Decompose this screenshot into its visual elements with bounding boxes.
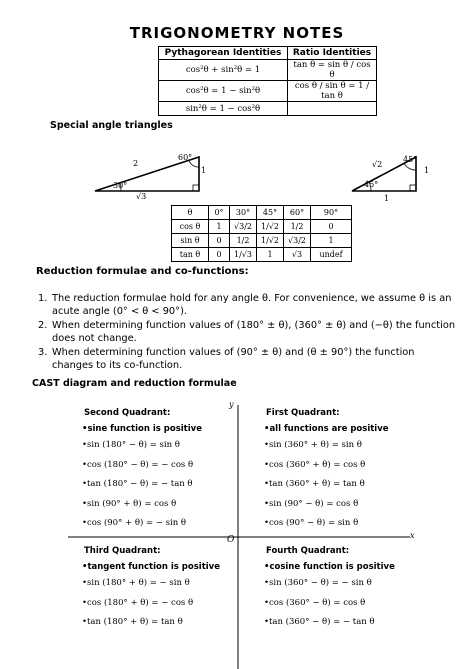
formula-row: •sin (180° − θ) = sin θ: [82, 440, 180, 450]
list-item-text: When determining function values of (90° ± θ) and (θ ± 90°) the function changes to its co-function.: [52, 346, 415, 372]
right-angle-marker: [193, 185, 199, 191]
list-item-number: 3.: [38, 346, 48, 358]
identity-cell: cos θ / sin θ = 1 / tan θ: [288, 81, 377, 102]
table-cell: √3/2: [284, 234, 311, 248]
formula-text: cos (360° − θ) = cos θ: [269, 597, 366, 608]
triangle2-base-label: 1: [384, 194, 390, 203]
table-cell: √3/2: [230, 220, 257, 234]
pythagorean-header: Pythagorean Identities: [159, 47, 288, 60]
ratio-header: Ratio Identities: [288, 47, 377, 60]
rule-text: sine function is positive: [87, 424, 202, 434]
table-header-cell: 45°: [257, 206, 284, 220]
triangle1-vert-label: 1: [201, 166, 207, 175]
fourth-quadrant-rule: •cosine function is positive: [264, 562, 395, 572]
formula-text: cos (90° − θ) = sin θ: [269, 518, 359, 528]
formula-row: •sin (360° + θ) = sin θ: [264, 440, 362, 450]
table-cell: cos θ: [172, 220, 209, 234]
formula-text: sin (180° + θ) = − sin θ: [87, 578, 190, 588]
formula-text: tan (180° + θ) = tan θ: [87, 617, 183, 627]
table-cell: 0: [209, 234, 230, 248]
second-quadrant-rule: •sine function is positive: [82, 424, 202, 434]
triangle1-bottom-angle: 30°: [113, 181, 128, 190]
table-cell: 0: [311, 220, 352, 234]
table-cell: √3: [284, 248, 311, 262]
triangle1-top-angle: 60°: [178, 153, 193, 162]
identity-cell: sin²θ = 1 − cos²θ: [159, 102, 288, 116]
table-header-cell: 0°: [209, 206, 230, 220]
formula-row: •cos (180° − θ) = − cos θ: [82, 459, 194, 470]
table-row: [172, 234, 352, 248]
second-quadrant: [84, 408, 234, 534]
table-cell: 1/2: [230, 234, 257, 248]
table-cell: sin θ: [172, 234, 209, 248]
formula-text: cos (90° + θ) = − sin θ: [87, 518, 187, 528]
table-cell: 0: [209, 248, 230, 262]
fourth-quadrant: [266, 546, 416, 633]
list-item-text: When determining function values of (180° ± θ), (360° ± θ) and (−θ) the function does not change.: [52, 319, 456, 345]
table-cell: 1/√3: [230, 248, 257, 262]
identity-cell: tan θ = sin θ / cos θ: [288, 60, 377, 81]
list-item-text: The reduction formulae hold for any angle θ. For convenience, we assume θ is an acute angle (0° < θ < 90°).: [52, 293, 452, 318]
list-item-number: 2.: [38, 319, 48, 331]
formula-row: •sin (360° − θ) = − sin θ: [264, 578, 372, 588]
formula-text: cos (360° + θ) = cos θ: [269, 459, 366, 470]
formula-row: •tan (360° − θ) = − tan θ: [264, 617, 375, 627]
reduction-heading: Reduction formulae and co-functions:: [36, 266, 249, 277]
first-quadrant-rule: •all functions are positive: [264, 424, 389, 434]
right-angle-marker: [410, 185, 416, 191]
list-item: [38, 292, 458, 319]
table-header-cell: 30°: [230, 206, 257, 220]
rule-text: cosine function is positive: [269, 562, 395, 572]
formula-text: sin (90° + θ) = cos θ: [87, 498, 177, 509]
origin-label: O: [227, 535, 235, 545]
table-cell: 1/2: [284, 220, 311, 234]
formula-row: •cos (90° + θ) = − sin θ: [82, 518, 187, 528]
fourth-quadrant-title: Fourth Quadrant:: [266, 546, 350, 556]
table-cell: 1: [209, 220, 230, 234]
third-quadrant: [84, 546, 234, 633]
list-item: [38, 319, 458, 346]
table-header-cell: θ: [172, 206, 209, 220]
table-row: [172, 248, 352, 262]
triangle2-vert-label: 1: [424, 166, 430, 175]
list-item-number: 1.: [38, 293, 48, 304]
formula-row: •tan (180° − θ) = − tan θ: [82, 479, 193, 489]
triangle2-top-angle: 45°: [403, 155, 418, 164]
identities-table: [158, 46, 377, 116]
first-quadrant-title: First Quadrant:: [266, 408, 340, 418]
formula-row: •cos (180° + θ) = − cos θ: [82, 597, 194, 608]
table-cell: 1/√2: [257, 234, 284, 248]
rule-text: tangent function is positive: [87, 562, 220, 572]
formula-row: •sin (90° − θ) = cos θ: [264, 498, 359, 509]
identity-cell: cos²θ = 1 − sin²θ: [159, 81, 288, 102]
y-axis-label: y: [229, 400, 234, 409]
formula-row: •cos (360° + θ) = cos θ: [264, 459, 366, 470]
list-item: [38, 346, 458, 373]
rule-text: all functions are positive: [269, 424, 389, 434]
formula-row: •sin (90° + θ) = cos θ: [82, 498, 177, 509]
table-header-cell: 60°: [284, 206, 311, 220]
formula-text: cos (180° − θ) = − cos θ: [87, 459, 194, 470]
first-quadrant: [266, 408, 416, 534]
page-title: TRIGONOMETRY NOTES: [129, 24, 345, 42]
formula-text: tan (360° + θ) = tan θ: [269, 479, 365, 489]
triangle2-bottom-angle: 45°: [364, 180, 379, 189]
formula-row: •cos (90° − θ) = sin θ: [264, 518, 359, 528]
triangle1-base-label: √3: [136, 192, 147, 201]
formula-row: •tan (360° + θ) = tan θ: [264, 479, 365, 489]
identity-cell: cos²θ + sin²θ = 1: [159, 60, 288, 81]
cast-heading: CAST diagram and reduction formulae: [32, 378, 237, 389]
table-cell: 1: [311, 234, 352, 248]
third-quadrant-rule: •tangent function is positive: [82, 562, 220, 572]
table-header-cell: 90°: [311, 206, 352, 220]
third-quadrant-title: Third Quadrant:: [84, 546, 161, 556]
formula-text: sin (360° + θ) = sin θ: [269, 440, 362, 450]
table-cell: 1: [257, 248, 284, 262]
formula-text: sin (180° − θ) = sin θ: [87, 440, 180, 450]
angle-arc: [404, 163, 416, 170]
formula-text: sin (360° − θ) = − sin θ: [269, 578, 372, 588]
second-quadrant-title: Second Quadrant:: [84, 408, 171, 418]
formula-text: tan (180° − θ) = − tan θ: [87, 479, 193, 489]
triangle-30-60-shape: [95, 157, 199, 191]
table-row: [172, 220, 352, 234]
special-angles-heading: Special angle triangles: [50, 120, 173, 131]
reduction-list: [38, 292, 458, 372]
triangle1-hyp-label: 2: [133, 159, 139, 168]
x-axis-label: x: [410, 531, 415, 540]
table-cell: 1/√2: [257, 220, 284, 234]
formula-text: sin (90° − θ) = cos θ: [269, 498, 359, 509]
formula-row: •tan (180° + θ) = tan θ: [82, 617, 183, 627]
table-cell: tan θ: [172, 248, 209, 262]
special-values-table: [171, 205, 352, 262]
table-cell: undef: [311, 248, 352, 262]
triangle-30-60-diagram: [92, 150, 212, 200]
identity-cell: [288, 102, 377, 116]
triangle2-hyp-label: √2: [372, 160, 383, 169]
formula-text: tan (360° − θ) = − tan θ: [269, 617, 375, 627]
formula-text: cos (180° + θ) = − cos θ: [87, 597, 194, 608]
formula-row: •cos (360° − θ) = cos θ: [264, 597, 366, 608]
formula-row: •sin (180° + θ) = − sin θ: [82, 578, 190, 588]
